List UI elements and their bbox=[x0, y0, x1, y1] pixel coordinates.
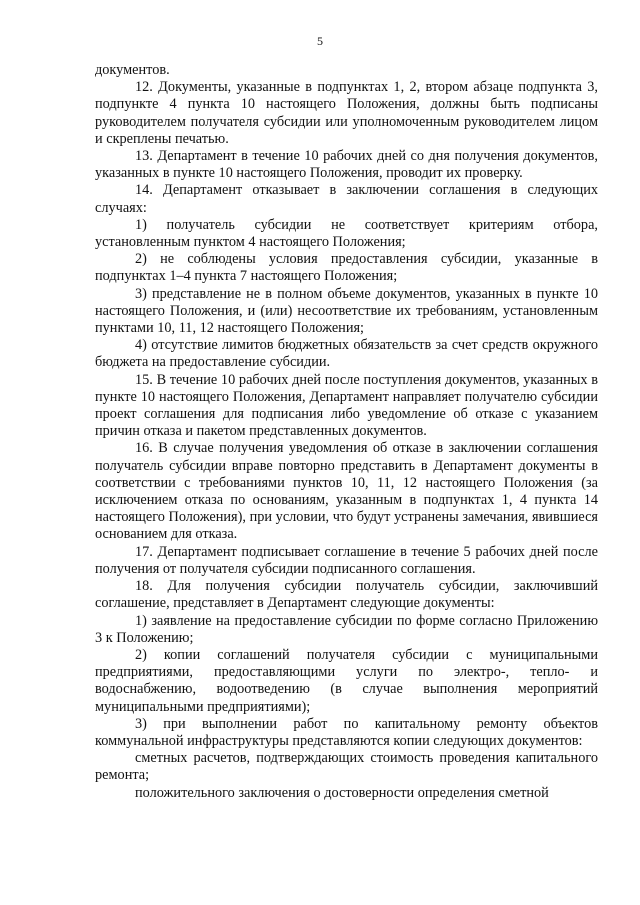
paragraph: 18. Для получения субсидии получатель субсидии, заключивший соглашение, представляет в Департамент следующие документы: bbox=[95, 578, 598, 612]
page-number: 5 bbox=[317, 34, 323, 48]
paragraph: 12. Документы, указанные в подпунктах 1, 2, втором абзаце подпункта 3, подпункте 4 пункта 10 настоящего Положения, должны быть подписаны руководителем получателя субсидии или уполномоченным руководителем лицом и скреплены печатью. bbox=[95, 79, 598, 147]
paragraph: положительного заключения о достоверности определения сметной bbox=[135, 784, 549, 801]
paragraph: 13. Департамент в течение 10 рабочих дней со дня получения документов, указанных в пункте 10 настоящего Положения, проводит их проверку. bbox=[95, 148, 598, 182]
paragraph: 2) не соблюдены условия предоставления субсидии, указанные в подпунктах 1–4 пункта 7 настоящего Положения; bbox=[95, 251, 598, 285]
paragraph: 1) получатель субсидии не соответствует критериям отбора, установленным пунктом 4 настоящего Положения; bbox=[95, 216, 598, 251]
paragraph: 3) представление не в полном объеме документов, указанных в пункте 10 настоящего Положения, и (или) несоответствие их требованиям, установленным пунктами 10, 11, 12 настоящего Положения; bbox=[95, 285, 598, 337]
paragraph: сметных расчетов, подтверждающих стоимость проведения капитального ремонта; bbox=[95, 750, 598, 784]
document-body bbox=[95, 62, 598, 802]
paragraph: 15. В течение 10 рабочих дней после поступления документов, указанных в пункте 10 настоящего Положения, Департамент направляет получателю субсидии проект соглашения для подписания либо уведомление об отказе с указанием причин отказа и пакетом представленных документов. bbox=[95, 371, 598, 440]
paragraph: 14. Департамент отказывает в заключении соглашения в следующих случаях: bbox=[95, 182, 598, 216]
paragraph: 16. В случае получения уведомления об отказе в заключении соглашения получатель субсидии вправе повторно представить в Департамент документы в соответствии с требованиями пунктов 10, 11, 12 настоящего Положения (за исключением отказа по основаниям, указанным в подпунктах 1, 4 пункта 14 настоящего Положения), при условии, что будут устранены замечания, явившиеся основанием для отказа. bbox=[95, 440, 598, 543]
paragraph: 4) отсутствие лимитов бюджетных обязательств за счет средств окружного бюджета на предоставление субсидии. bbox=[95, 337, 598, 371]
paragraph: 1) заявление на предоставление субсидии по форме согласно Приложению 3 к Положению; bbox=[95, 612, 598, 646]
paragraph: 17. Департамент подписывает соглашение в течение 5 рабочих дней после получения от получателя субсидии подписанного соглашения. bbox=[95, 543, 598, 577]
paragraph: 3) при выполнении работ по капитальному ремонту объектов коммунальной инфраструктуры представляются копии следующих документов: bbox=[95, 715, 598, 749]
paragraph: 2) копии соглашений получателя субсидии с муниципальными предприятиями, предоставляющими услуги по электро-, тепло- и водоснабжению, водоотведению (в случае выполнения мероприятий муниципальными предприятиями); bbox=[95, 646, 598, 715]
paragraph: документов. bbox=[95, 62, 170, 78]
